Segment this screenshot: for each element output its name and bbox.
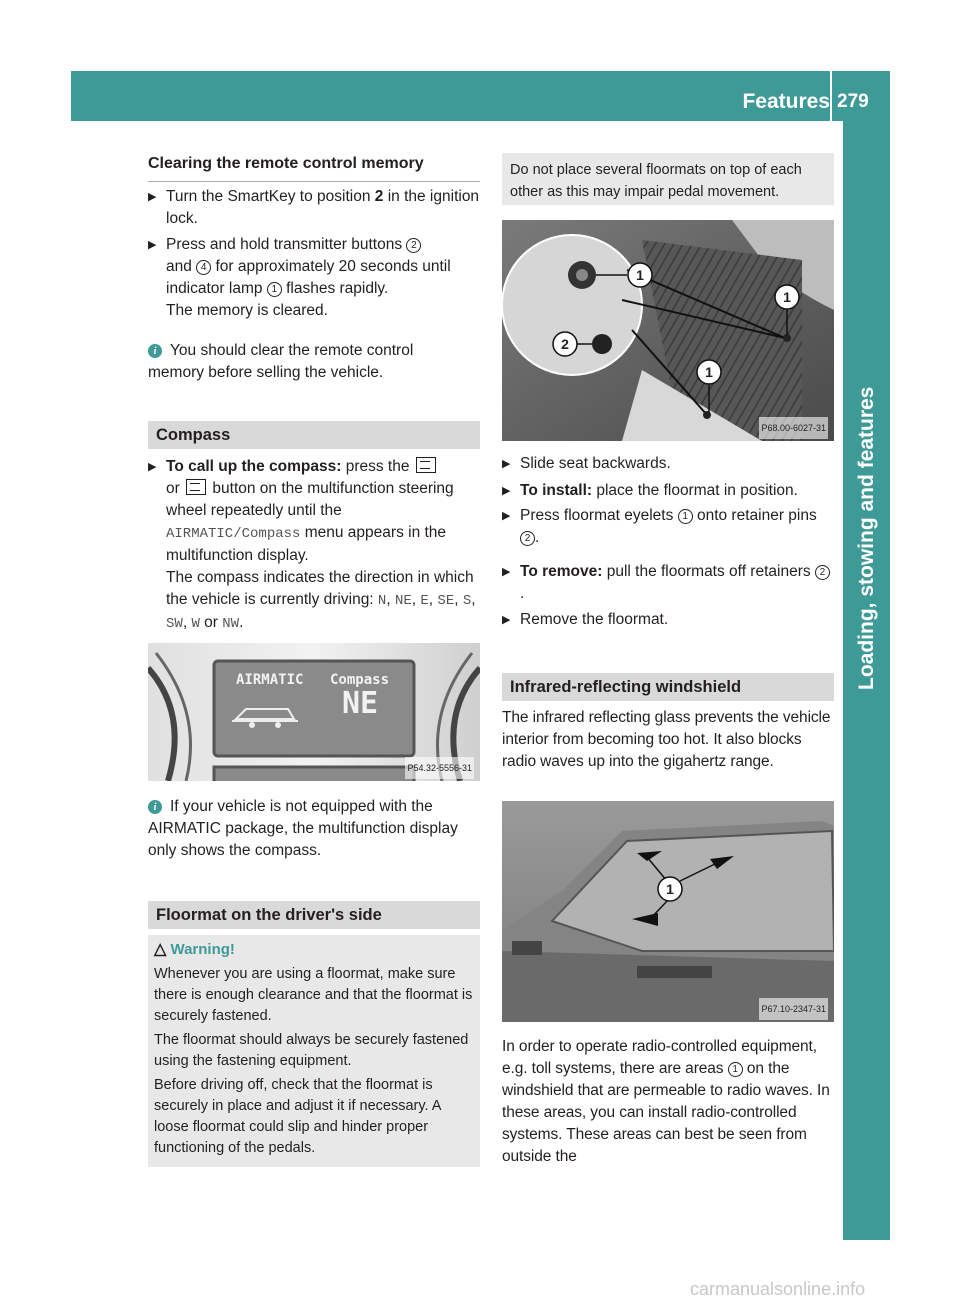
callout-1-a: 1 — [636, 267, 644, 283]
step-arrow-icon: ▶ — [502, 458, 511, 470]
page-number: 279 — [837, 91, 869, 112]
figure-code: P54.32-5556-31 — [405, 757, 474, 779]
warning-p3: Before driving off, check that the floormat is securely in place and adjust it if necessary. A loose floormat could slip and hinder proper functioning of the pedals. — [154, 1077, 441, 1156]
display-back-button-icon — [416, 457, 436, 473]
figure-code: P68.00-6027-31 — [759, 417, 828, 439]
ir-paragraph-1: The infrared reflecting glass prevents the vehicle interior from becoming too hot. It also blocks radio waves up into the gigahertz range. — [502, 709, 831, 770]
compass-display-figure — [148, 643, 480, 781]
callout-1-b: 1 — [783, 289, 791, 305]
step-remove-floormat: ▶ Remove the floormat. — [502, 609, 834, 631]
sidebar-tab — [843, 1158, 890, 1240]
warning-header: △ Warning! — [154, 941, 235, 958]
info-icon: i — [148, 344, 162, 358]
windshield-figure — [502, 801, 834, 1022]
callout-2: 2 — [561, 336, 569, 352]
warning-box — [148, 935, 480, 1167]
step-arrow-icon: ▶ — [148, 461, 157, 473]
callout-1-c: 1 — [705, 364, 713, 380]
windshield-graphic — [502, 801, 834, 1022]
compass-heading: NE — [342, 686, 379, 721]
header-separator — [830, 71, 832, 121]
compass-label-compass: Compass — [330, 672, 390, 688]
step-press-hold: ▶ Press and hold transmitter buttons 2 and 4 for approximately 20 seconds until indicator lamp 1 flashes rapidly. The memory is cleared. — [148, 236, 451, 319]
footer-watermark: carmanualsonline.info — [690, 1279, 866, 1299]
step-call-compass: ▶ To call up the compass: press the or button on the multifunction steering wheel repeatedly until the AIRMATIC/Compass menu appears in the multifunction display. The compass indicates the direction in which the vehicle is currently driving: N, NE, E, SE, S, SW, W or NW. — [148, 458, 476, 632]
warning-triangle-icon: △ — [154, 941, 167, 958]
info-clear-memory: i You should clear the remote control memory before selling the vehicle. — [148, 342, 414, 381]
step-arrow-icon: ▶ — [148, 239, 157, 251]
note-multiple-floormats: Do not place several floormats on top of each other as this may impair pedal movement. — [502, 153, 834, 205]
step-arrow-icon: ▶ — [502, 614, 511, 626]
warning-p1: Whenever you are using a floormat, make sure there is enough clearance and that the floormat is securely fastened. — [154, 966, 473, 1024]
figure-code: P67.10-2347-31 — [759, 998, 828, 1020]
floormat-graphic — [502, 220, 834, 441]
step-install: ▶ To install: place the floormat in position. — [502, 480, 852, 502]
section-title-floormat: Floormat on the driver's side — [148, 901, 480, 929]
compass-label-airmatic: AIRMATIC — [236, 672, 304, 688]
step-remove: ▶ To remove: pull the floormats off retainers 2. — [502, 561, 834, 605]
step-arrow-icon: ▶ — [502, 566, 511, 578]
section-title-compass: Compass — [148, 421, 480, 449]
sidebar-label: Loading, stowing and features — [855, 386, 878, 690]
display-forward-button-icon — [186, 479, 206, 495]
header-title: Features — [742, 90, 830, 113]
warning-p2: The floormat should always be securely fastened using the fastening equipment. — [154, 1032, 469, 1069]
info-airmatic: i If your vehicle is not equipped with the AIRMATIC package, the multifunction display only shows the compass. — [148, 798, 458, 859]
step-arrow-icon: ▶ — [502, 510, 511, 522]
step-press-eyelets: ▶ Press floormat eyelets 1 onto retainer pins 2 . — [502, 507, 817, 546]
floormat-figure — [502, 220, 834, 441]
step-slide-seat: ▶ Slide seat backwards. — [502, 453, 834, 475]
step-arrow-icon: ▶ — [148, 191, 157, 203]
callout-1: 1 — [666, 881, 674, 897]
info-icon: i — [148, 800, 162, 814]
ir-paragraph-2: In order to operate radio-controlled equipment, e.g. toll systems, there are areas 1 on the windshield that are permeable to radio waves. In these areas, you can install radio-controlled systems. These areas can best be seen from outside the — [502, 1038, 830, 1165]
section-title-clear-remote: Clearing the remote control memory — [148, 153, 480, 182]
section-title-infrared: Infrared-reflecting windshield — [502, 673, 834, 701]
step-arrow-icon: ▶ — [502, 485, 511, 497]
step-turn-smartkey: ▶ Turn the SmartKey to position 2 in the ignition lock. — [148, 188, 480, 227]
